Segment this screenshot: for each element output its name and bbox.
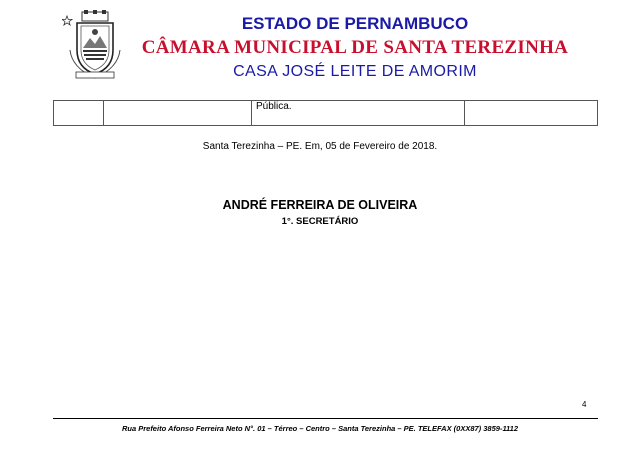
- chamber-title: CÂMARA MUNICIPAL DE SANTA TEREZINHA: [141, 37, 569, 58]
- table-cell: [104, 101, 252, 126]
- footer-divider: [53, 418, 598, 419]
- state-title: ESTADO DE PERNAMBUCO: [241, 14, 469, 33]
- table-cell: [465, 101, 598, 126]
- table-cell: Pública.: [252, 101, 465, 126]
- coat-of-arms-icon: [62, 10, 124, 80]
- signatory-role: 1°. SECRETÁRIO: [281, 216, 359, 227]
- place-date: Santa Terezinha – PE. Em, 05 de Fevereiro de 2018.: [202, 141, 438, 152]
- house-title: CASA JOSÉ LEITE DE AMORIM: [233, 63, 477, 80]
- star-icon: [62, 16, 72, 25]
- table-row: [54, 101, 598, 126]
- table-fragment: [53, 100, 598, 126]
- footer-address: Rua Prefeito Afonso Ferreira Neto N°. 01 – Térreo – Centro – Santa Terezinha – PE. TELEFAX (0XX87) 3859-1112: [121, 424, 519, 433]
- page-number: 4: [582, 400, 587, 409]
- signatory-name: ANDRÉ FERREIRA DE OLIVEIRA: [222, 198, 418, 212]
- table-cell: [54, 101, 104, 126]
